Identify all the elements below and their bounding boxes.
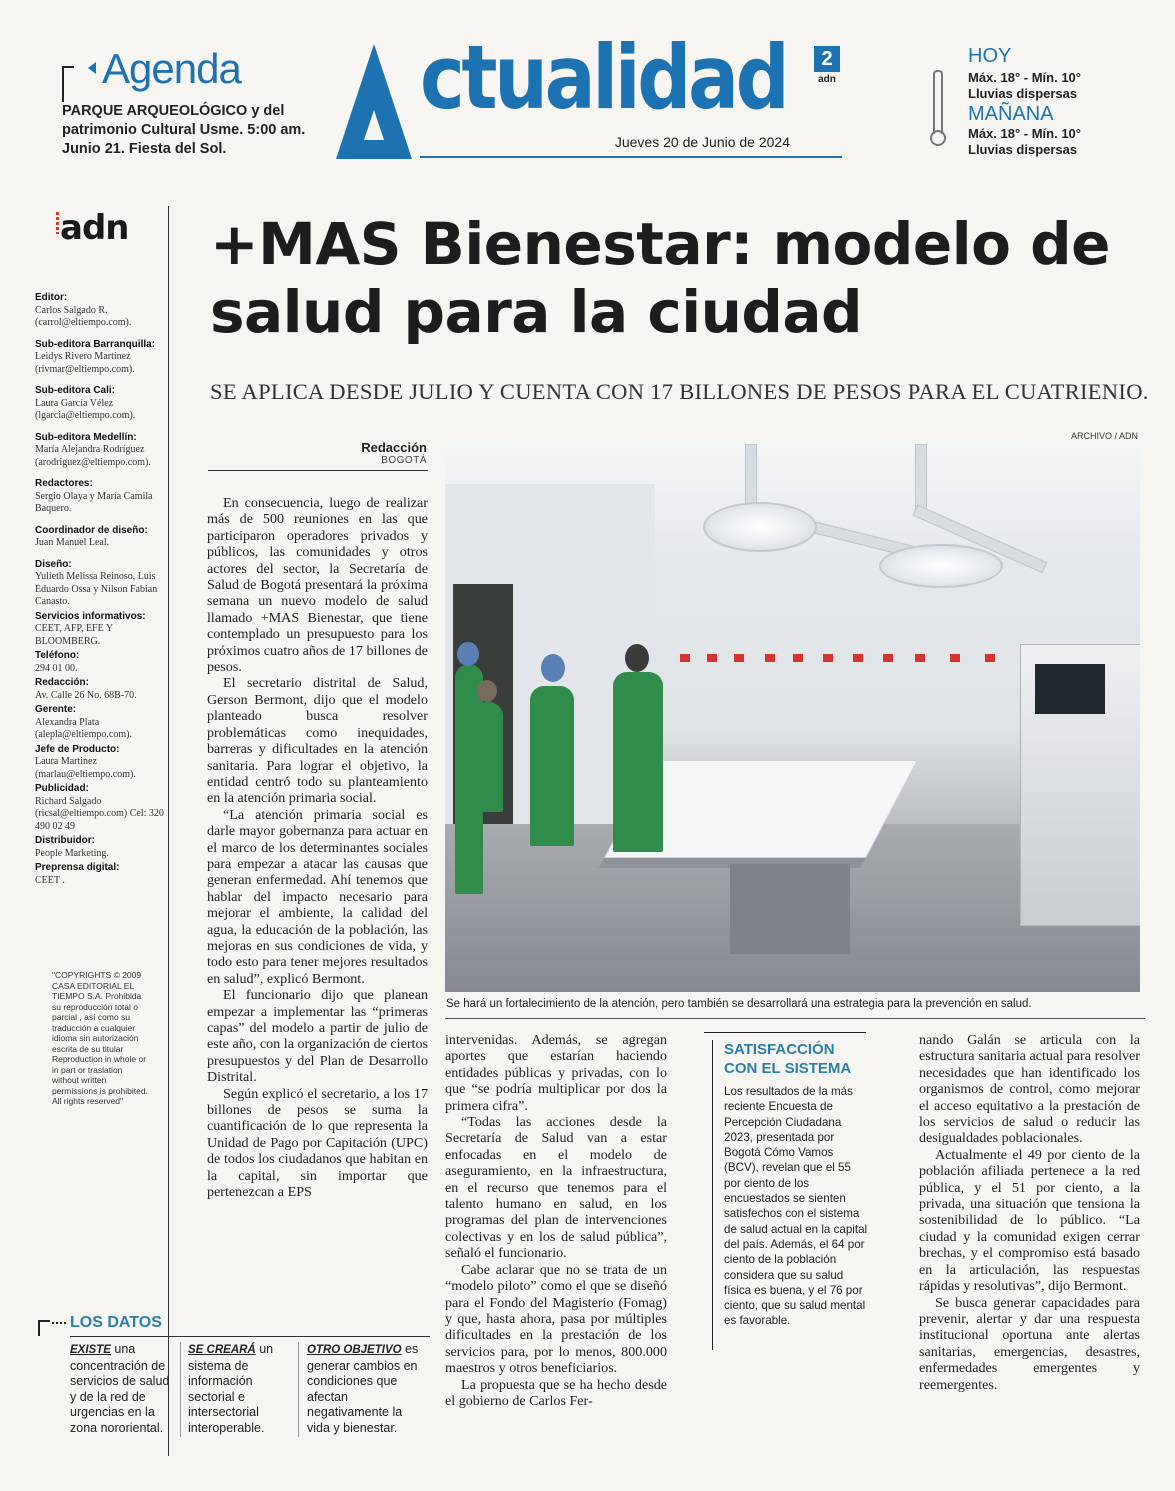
datos-dots-icon [52,1322,66,1324]
article-paragraph: En consecuencia, luego de realizar más de 500 reuniones en las que participaron operadores privados y públicos, las comunidades y otros actores del sector, la Secretaría de Salud de Bogotá presentará la próxima semana un nuevo modelo de salud llamado +MAS Bienestar, que tiene contemplado un presupuesto para los próximos cuatro años de 17 billones de pesos. [207,495,428,676]
sidebar-divider [168,206,169,1456]
credit-value: Av. Calle 26 No. 68B-70. [35,689,137,701]
credit-role: Sub-editora Cali: [35,385,116,396]
photo-credit: ARCHIVO / ADN [1070,431,1138,441]
weather-today-label: HOY [968,45,1012,67]
credit-entry [35,677,167,702]
credit-value: Juan Manuel Leal. [35,537,110,548]
byline-author: Redacción [361,440,427,455]
credit-role: Editor: [35,292,68,303]
article-photo-operating-room [445,444,1140,992]
article-paragraph: El funcionario dijo que planean empezar a implementar las “primeras capas” del modelo a partir de julio de este año, con la organización de ciertos presupuestos y del Plan de Desarrollo Distrital. [207,987,428,1086]
credit-entry [35,292,167,330]
credit-value: Laura Martinez (marlau@eltiempo.com). [35,756,136,780]
article-paragraph: nando Galán se articula con la estructura sanitaria actual para resolver necesidades que han identificado los organismos de control, como mejorar el acceso equitativo a la prestación de los servicios de salud o reducir las desigualdades poblacionales. [919,1032,1140,1147]
credit-value: Yulieth Melissa Reinoso, Luis Eduardo Ossa y Nilson Fabian Canasto. [35,571,158,607]
credit-entry [35,525,167,550]
article-paragraph: “Todas las acciones desde la Secretaría de Salud van a estar enfocadas en el modelo de aseguramiento, en la infraestructura, en el recurso que tenemos para el talento humano en salud, en los programas del plan de intervenciones colectivas y en los de salud pública”, señaló el funcionario. [445,1114,667,1262]
credit-entry [35,862,167,887]
credit-role: Sub-editora Barranquilla: [35,338,156,350]
box-title: SATISFACCIÓN CON EL SISTEMA [724,1041,852,1077]
credit-role: Teléfono: [35,650,80,661]
article-column-4 [919,1032,1140,1393]
masthead [336,26,842,160]
weather-today-desc: Lluvias dispersas [968,86,1078,101]
credit-role: Preprensa digital: [35,862,120,873]
credit-role: Redacción: [35,677,89,688]
credit-role: Diseño: [35,558,72,570]
page-number-badge: 2 [814,46,840,72]
adn-logo-dots-icon [56,212,59,234]
credit-value: 294 01 00. [35,662,78,674]
article-column-1 [207,495,428,1200]
agenda-title: Agenda [102,45,241,92]
credit-role: Sub-editora Medellín: [35,431,137,443]
credit-value: Richard Salgado (ricsal@eltiempo.com) Cel: 320 490 02 49 [35,795,164,832]
satisfaction-box [712,1040,870,1329]
article-deck: SE APLICA DESDE JULIO Y CUENTA CON 17 BILLONES DE PESOS PARA EL CUATRIENIO. [210,379,1149,404]
agenda-bracket-icon [62,66,74,102]
agenda-text: PARQUE ARQUEOLÓGICO y del patrimonio Cultural Usme. 5:00 am. Junio 21. Fiesta del Sol. [62,103,306,157]
masthead-rule [420,156,842,158]
article-paragraph: El secretario distrital de Salud, Gerson Bermont, dijo que el modelo planteado busca resolver problemáticas como inequidades, barreras y dificultades en la atención sanitaria. Para lograr el objetivo, la entidad centró todo su planteamiento en la atención primaria social. [207,675,428,807]
credit-value: Carlos Salgado R. (carrol@eltiempo.com). [35,304,132,328]
credit-value: Alexandra Plata (alepla@eltiempo.com). [35,716,132,740]
dato-separator [180,1342,181,1437]
credit-entry [35,432,167,470]
weather-tomorrow-desc: Lluvias dispersas [968,142,1078,157]
credit-role: Servicios informativos: [35,610,146,622]
thermometer-icon [930,70,942,150]
article-paragraph: intervenidas. Además, se agregan aportes que estarían haciendo entidades públicas y privadas, con lo que “se podría multiplicar por dos la primera cifra”. [445,1032,667,1114]
agenda-arrow-icon [88,62,96,74]
credit-entry [35,783,167,833]
credit-value: Leidys Rivero Martínez (rivmar@eltiempo.com). [35,351,135,375]
credit-value: CEET, AFP, EFE Y BLOOMBERG. [35,623,113,647]
weather-tomorrow-temp: Máx. 18° - Mín. 10° [968,126,1081,141]
page-number-badge-sub: adn [818,74,836,85]
credit-role: Coordinador de diseño: [35,524,148,536]
credit-entry [35,611,167,649]
datos-rule [70,1336,430,1337]
masthead-title: ctualidad [420,26,787,129]
box-text: Los resultados de la más reciente Encuesta de Percepción Ciudadana 2023, presentada por Bogotá Cómo Vamos (BCV), revelan que el 55 por ciento de los encuestados se sienten satisfechos con el sistema de salud actual en la capital del país. Además, el 64 por ciento de la población considera que su salud física es buena, y el 76 por ciento, que su salud mental es favorable. [724,1085,868,1328]
byline [361,440,427,466]
credit-entry [35,559,167,609]
article-headline: +MAS Bienestar: modelo de salud para la ciudad [210,210,1111,346]
credit-entry [35,650,167,675]
article-column-2 [445,1032,667,1409]
article-paragraph: Se busca generar capacidades para prevenir, alertar y dar una respuesta institucional oportuna ante alertas sanitarias, emergencias, desastres, enfermedades emergentes y reemergentes. [919,1294,1140,1393]
credits-list [35,292,167,889]
article-paragraph: Cabe aclarar que no se trata de un “modelo piloto” como el que se diseñó para el Fondo del Magisterio (Fomag) y que, hasta ahora, pasa por múltiples dificultades en la prestación de los servicios para, por lo menos, 800.000 maestros y otros beneficiarios. [445,1261,667,1377]
masthead-a-logo-icon [336,44,412,159]
credit-role: Gerente: [35,704,77,715]
dato-item: SE CREARÁ un sistema de información sectorial e intersectorial interoperable. [188,1342,274,1435]
box-top-rule [704,1032,866,1033]
credit-value: CEET . [35,874,65,886]
credit-entry [35,478,167,516]
credit-value: Sergio Olaya y María Camila Baquero. [35,490,153,514]
photo-caption: Se hará un fortalecimiento de la atención, pero también se desarrollará una estrategia para la prevención en salud. [446,998,1032,1010]
dato-item: EXISTE una concentración de servicios de salud y de la red de urgencias en la zona nororiental. [70,1342,170,1435]
credit-entry [35,339,167,377]
byline-rule [208,470,428,471]
byline-location: BOGOTÁ [381,455,427,466]
article-paragraph: La propuesta que se ha hecho desde el gobierno de Carlos Fer- [445,1376,667,1409]
article-paragraph: Actualmente el 49 por ciento de la población afiliada pertenece a la red pública, y el 51 por ciento, a la privada, una situación que tensiona la sostenibilidad de lo público. “La ciudad y la comunidad exigen cerrar brechas, y el compromiso está basado en la articulación, las respuestas rápidas y resolutivas”, dijo Bermont. [919,1146,1140,1295]
weather-today-temp: Máx. 18° - Mín. 10° [968,70,1081,85]
masthead-a-counter [364,110,384,140]
datos-title: LOS DATOS [70,1314,162,1331]
masthead-date: Jueves 20 de Junio de 2024 [614,134,790,150]
credit-role: Jefe de Producto: [35,743,120,755]
credit-entry [35,385,167,423]
article-paragraph: “La atención primaria social es darle mayor gobernanza para actuar en el marco de los determinantes sociales para empezar a atacar las causas que generan enfermedad. Ahí tenemos que hablar del impacto necesario para mejorar el ambiente, la calidad del agua, la educación de la población, las mejoras en sus condiciones de vida, y todo esto para tener mejores resultados en salud”, explicó Bermont. [207,806,428,987]
dato-item: OTRO OBJETIVO es generar cambios en condiciones que afectan negativamente la vida y bienestar. [307,1342,419,1435]
article-paragraph: Según explicó el secretario, a los 17 billones de pesos se suma la cuantificación de lo que representa la Unidad de Pago por Capitación (UPC) de todos los ciudadanos que habitan en la capital, sin importar que pertenezcan a EPS [207,1085,428,1201]
copyright-notice: "COPYRIGHTS © 2009 CASA EDITORIAL EL TIEMPO S.A. Prohibida su reproducción total o parcial , así como su traducción a cualquier idioma sin autorización escrita de su titular Reproduction in whole or in part or traslation without written permissions is prohibited. All rights reserved" [52,970,148,1106]
adn-logo: adn [60,208,129,248]
credit-entry [35,835,167,860]
caption-rule [445,1018,1145,1019]
credit-value: Laura García Vélez (lgarcia@eltiempo.com). [35,397,136,421]
credit-role: Publicidad: [35,783,89,794]
credit-entry [35,704,167,742]
credit-role: Distribuidor: [35,835,95,846]
credit-role: Redactores: [35,478,93,489]
dato-separator [298,1342,299,1437]
credit-value: María Alejandra Rodríguez (arodriguez@eltiempo.com). [35,444,151,468]
weather-tomorrow-label: MAÑANA [968,103,1054,125]
box-side-rule [712,1040,713,1350]
credit-entry [35,744,167,782]
credit-value: People Marketing. [35,847,109,859]
datos-bracket-icon [38,1320,50,1336]
